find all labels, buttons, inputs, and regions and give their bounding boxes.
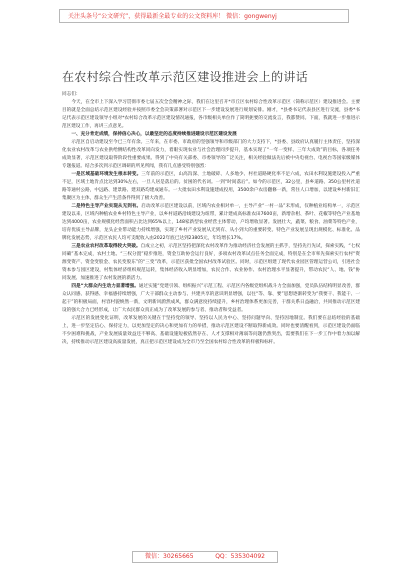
section-heading: 一、充分肯定成绩，保持信心决心，以最坚定的态度持续推进建设示范区建设发展: [71, 132, 237, 137]
greeting: 同志们：: [62, 92, 81, 97]
paragraph-text: 通过实施“党建引领、组织振兴”示范工程、示范区内各级党组织战斗力全面加强，党员队伍结构明显改善，群众认同感、获得感、幸福感持续增强，广大干部群众主动参与、共建共享的意识明显增强，以往“等、靠、要”思想逐渐转变为“我要干、我能干、一起干”的积极局面，村容村貌焕然一新，文明新风蔚然成风，群众满意度持续提升，乡村治理体系更加完善，干群关系日益融洽，共同推动示范区建设的强大合力已经形成，让广大农民群众真正成为了改革发展的参与者、推动者和受益者。: [62, 284, 360, 313]
paragraph-text: 启动改革示范区建设以前，区域内农业相对单一，主导产业“一村一品”未形成，仅种植业结构单一，示范区建设以来，区域内种植农业乡村特色主导产业，以乡村道路沿线建设为纽带，累计建成高标准农田7600亩，新增杂柑、茶叶、花椒等特色产业基地达到4000亩，农业规模化经营面积占比达到65%以上，148家新型农业经营主体带动，户均增收显著。发展壮大，蔬菜、粮食、油菜等特色产业，培育优质主导品牌，龙头企业带动能力持续增强，实现了乡村产业发展从无到有、从小到大的重要转变。特色产业发展呈现出规模化、标准化、品牌化发展态势，示范区农民人均可支配收入由2022年底已达到23805元，年均增长17%。: [62, 204, 360, 241]
paragraph-lead: 三是农业农村改革取得较大突破。: [71, 244, 141, 249]
paragraph: 示范区自启动建设至今已三年有余。三年来，在市委、市政府的坚强领导和市级部门的大力支持下，*县委、县政府认真履行主体责任，坚持深化农业农村改革与农业供给侧结构性改革同向发力，着眼实现农业与社会治理同步提升，基本实现了“一年一变样、三年大成效”的目标，各项任务成效显著，示范区建设取得阶段性重要成果。得到了中央有关部委、市委领导的广泛关注，相关经验做法先后被中央电视台、电视台等国家级媒体专题报道。结合多次到示范区调研的所见所闻，我有几点感受特别强烈：: [62, 140, 360, 169]
document-body: [62, 91, 360, 347]
footer-wechat: 微信：30265665: [145, 553, 194, 560]
paragraph: [62, 243, 360, 283]
paragraph: 示范区的发展变化证明，改革发展的关键在于坚持党的领导、坚持以人民为中心、坚持问题导向、坚持因地制宜。我们要在总结经验的基础上，进一步坚定信心、保持定力，以更加坚定的决心和更加有力的举措，推动示范区建设不断取得新成效。同时也要清醒看到，示范区建设仍面临不少困难和挑战，产业发展质量效益还不够高、基础设施短板依然存在、人才支撑相对薄弱等问题仍然突出，需要我们在下一步工作中着力加以解决，持续推动示范区建设高质量发展，真正把示范区建设成为全市乃至全国农村综合性改革的样板和标杆。: [62, 316, 360, 345]
paragraph: 今天，在全市上下深入学习贯彻市委七届五次全会精神之际，我们在这里召开*市丘区农村综合性改革示范区（简称示范区）建设推进会。主要目的就是全面总结示范区建设经验并按照市委全会决策部署对示范区下一步建设发展进行规划安排。刚才，*县委书记代表县区进行交流，县委*书记代表示范区建设领导小组对*农村综合改革示范区建设情况通报，各市级相关单位作了简明扼要的交流发言，我都赞同。下面，我就进一步推进示范区建设工作，再讲三点意见。: [62, 100, 360, 129]
footer-banner: [132, 551, 278, 563]
paragraph-lead: 一是区域基础环境发生根本转变。: [71, 172, 142, 177]
paragraph: [62, 203, 360, 243]
paragraph-lead: 二是特色主导产业实现从无到有。: [71, 204, 142, 209]
paragraph: [62, 283, 360, 315]
header-banner: 关注头条号“公文研究”，获得最新全最专业的公文资料库！ 微信：gongwenyj: [59, 9, 349, 23]
page-title: 在农村综合性改革示范区建设推进会上的讲话: [62, 70, 309, 84]
paragraph-text: 三年前的示范区，山高沟深、土地破碎、人多地少、村社道路硬化率不足六成，农田水利设施建设投入严重不足，区域土地肯点比达到30%左右，一旦人居是落后的。贫困的代名词。一到“时间落后”。如今的示范区，32公里，县乡道路、350公里村社道路等通村公路，中远路、建景路、建双路均建成通车。一大批农田水利设施建成投用，3500余户农房翻修一新，常住人口增加，以建设乡村新旧汇集聚区为主体，群众生产生活条件得到了极大改善。: [62, 172, 360, 201]
footer-qq: QQ：535304092: [215, 553, 265, 560]
paragraph: [62, 171, 360, 203]
paragraph-text: 自成立之初，示范区坚持把深化农村改革作为推动经济社会发展的主抓手，坚持先行先试，探索实践，“七权同确”基本完成，农村土地、“三权分置”稳步推进，资金互助协会运行良好，多项农村改革试点任务全面完成，特别是在全市率先探索实行农村“资源变资产、资金变股金、农民变股东”的“三变”改革，示范区获批全国农村改革试验区。同时，示范区组建了现代农业园区管理运营公司，引进社会资本参与园区建设，村集体经济组织规范运转，集体经济收入明显增加，农民合作、农业协作、农村治理水平显著提升，带动农民“人、地、钱”协同发展、加速推进了农村发展的新活力。: [62, 244, 360, 281]
paragraph-lead: 四是“大群众内生动力显著增强。: [71, 284, 139, 289]
